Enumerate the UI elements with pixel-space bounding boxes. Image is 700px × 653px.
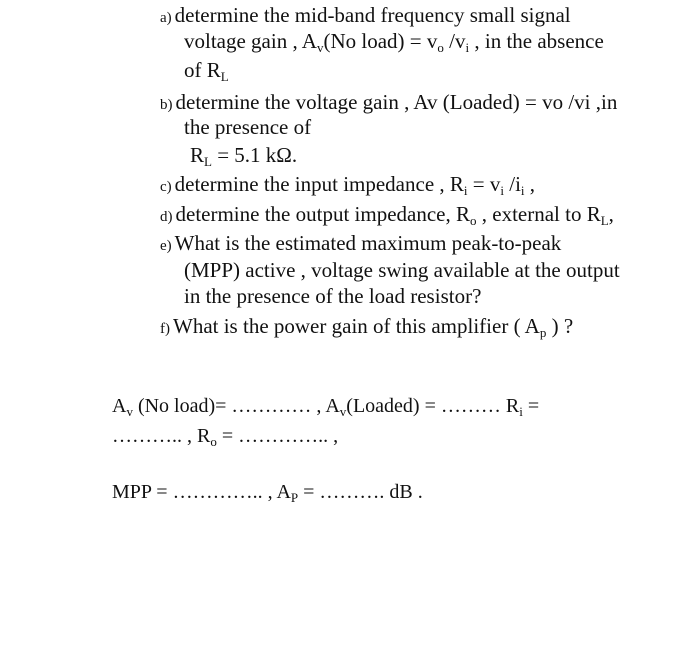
question-e-line2: (MPP) active , voltage swing available at the output xyxy=(184,258,620,282)
question-b-label: b) xyxy=(160,97,173,113)
question-a-line3: of $R_L$ xyxy=(184,58,229,84)
question-d: d) determine the output impedance, $R_o$ , external to $R_L$, xyxy=(160,202,614,228)
question-f: f) What is the power gain of this amplifier ( $A_p$ ) ? xyxy=(160,314,574,340)
question-b xyxy=(160,90,617,118)
question-d-label: d) xyxy=(160,209,173,225)
question-b-line1: determine the voltage gain , Av (Loaded) = vo /vi ,in xyxy=(175,90,618,114)
question-f-label: f) xyxy=(160,321,170,337)
question-b-line3: $R_L = 5.1$ kΩ. xyxy=(190,143,298,169)
question-a-line1: determine the mid-band frequency small signal xyxy=(174,3,571,27)
answer-line-3: MPP = ………….. , $A_P$ = ………. dB . xyxy=(112,481,423,505)
answer-line-2: ……….. , $R_o$ = ………….. , xyxy=(112,425,339,449)
question-a xyxy=(160,3,571,31)
question-e-label: e) xyxy=(160,238,172,254)
question-e-line3: in the presence of the load resistor? xyxy=(184,284,482,308)
question-a-label: a) xyxy=(160,10,172,26)
question-c-label: c) xyxy=(160,179,172,195)
question-c: c) determine the input impedance , $R_i = v_i$ $/i_i$ , xyxy=(160,172,536,198)
question-e xyxy=(160,231,561,259)
question-b-line2: the presence of xyxy=(184,115,312,139)
question-a-line2: voltage gain , $A_v(No$ load) = $v_o$ $/v_i$ , in the absence xyxy=(184,29,604,55)
answer-line-1: $A_v$ (No load)= ………… , $A_v(Loaded)$ = ……… $R_i$ = xyxy=(112,395,540,419)
question-e-line1: What is the estimated maximum peak-to-peak xyxy=(174,231,562,255)
